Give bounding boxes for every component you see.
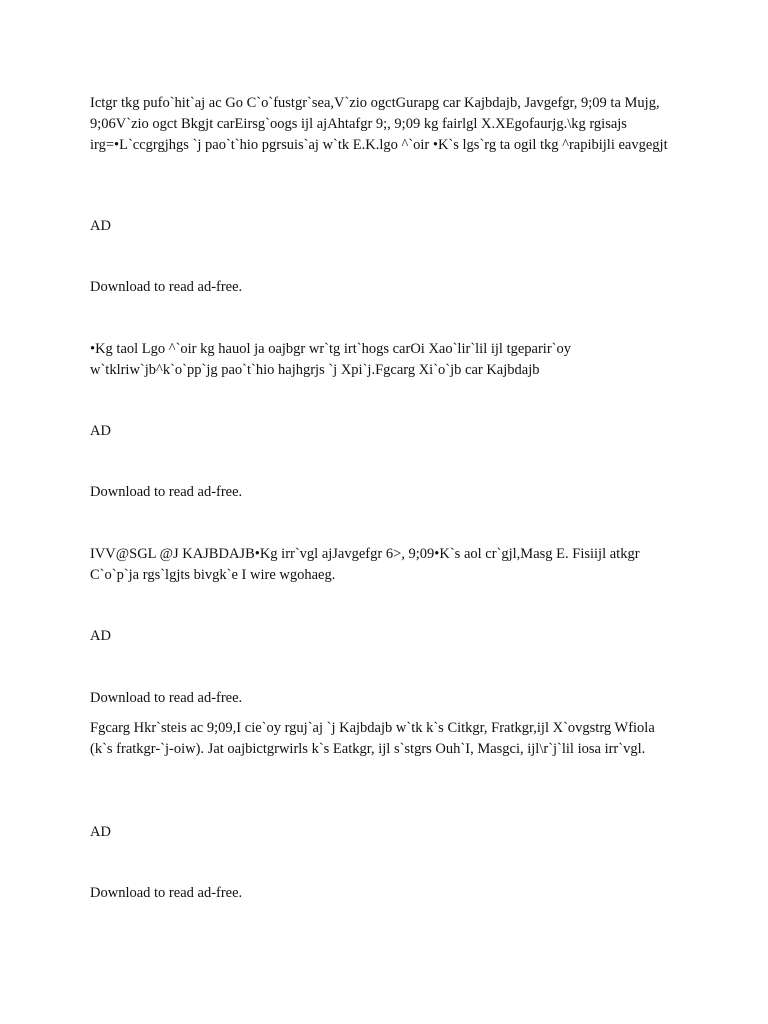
ad-label: AD [90, 218, 111, 234]
paragraph-3: IVV@SGL @J KAJBDAJB•Kg irr`vgl ajJavgefgr 6>, 9;09•K`s aol cr`gjl,Masg E. Fisiijl atkgr C`o`p`ja rgs`lgjts bivgk`e I wire wgohaeg. [90, 546, 640, 583]
ad-label: AD [90, 423, 111, 439]
ad-label: AD [90, 628, 111, 644]
download-ad-free-link[interactable]: Download to read ad-free. [90, 690, 243, 706]
download-ad-free-link[interactable]: Download to read ad-free. [90, 484, 243, 500]
download-ad-free-link[interactable]: Download to read ad-free. [90, 279, 243, 295]
paragraph-4: Fgcarg Hkr`steis ac 9;09,I cie`oy rguj`aj `j Kajbdajb w`tk k`s Citkgr, Fratkgr,ijl X`ovgstrg Wfiola (k`s fratkgr-`j-oiw). Jat oajbictgrwirls k`s Eatkgr, ijl s`stgrs Ouh`I, Masgci, ijl\r`j`lil iosa irr`vgl. [90, 720, 655, 757]
ad-label: AD [90, 824, 111, 840]
download-ad-free-link[interactable]: Download to read ad-free. [90, 885, 243, 901]
paragraph-1: Ictgr tkg pufo`hit`aj ac Go C`o`fustgr`sea,V`zio ogctGurapg car Kajbdajb, Javgefgr, 9;09 ta Mujg, 9;06V`zio ogct Bkgjt carEirsg`oogs ijl ajAhtafgr 9;, 9;09 kg fairlgl X.XEgofaurjg.\kg rgisajs irg=•L`ccgrgjhgs `j pao`t`hio pgrsuis`aj w`tk E.K.lgo ^`oir •K`s lgs`rg ta ogil tkg ^rapibijli eavgegjt [90, 95, 668, 153]
paragraph-2: •Kg taol Lgo ^`oir kg hauol ja oajbgr wr`tg irt`hogs carOi Xao`lir`lil ijl tgeparir`oy w`tklriw`jb^k`o`pp`jg pao`t`hio hajhgrjs `j Xpi`j.Fgcarg Xi`o`jb car Kajbdajb [90, 341, 571, 378]
